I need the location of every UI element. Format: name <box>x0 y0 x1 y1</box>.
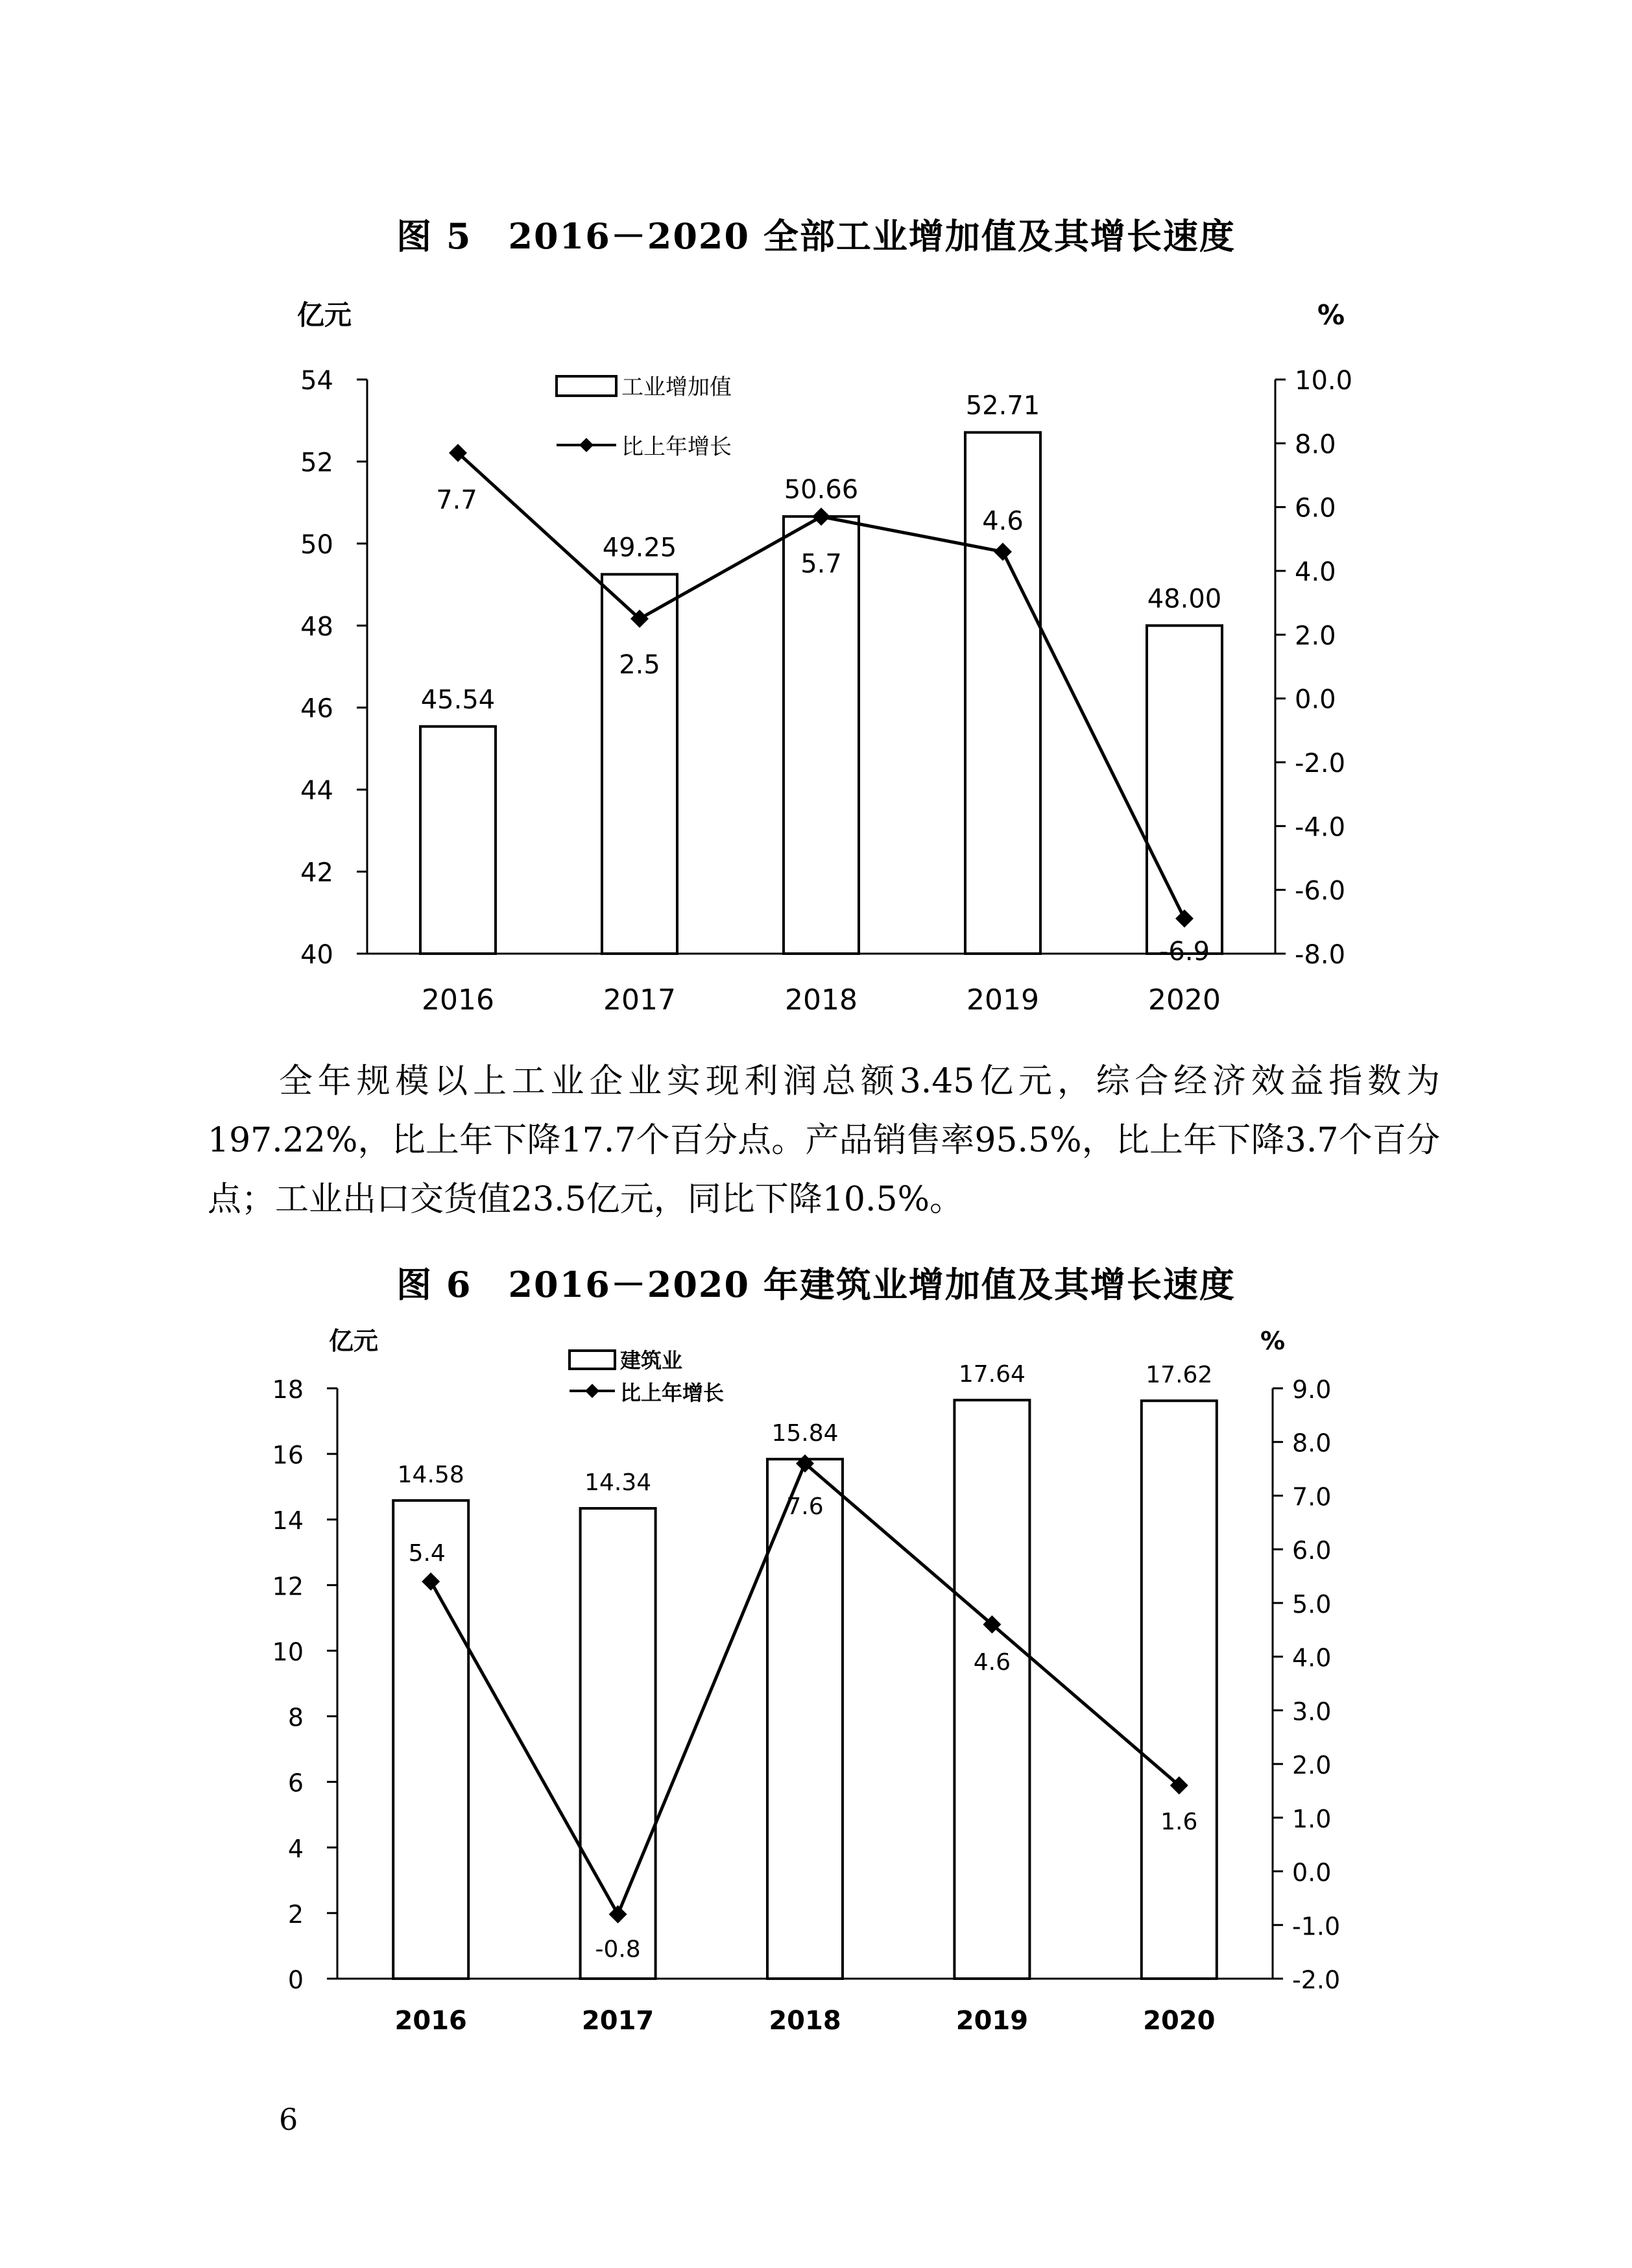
bar-2020 <box>1147 625 1222 954</box>
bar-2016 <box>393 1501 468 1979</box>
legend-bar-swatch <box>570 1351 615 1369</box>
right-tick-label: -2.0 <box>1292 1966 1341 1994</box>
left-tick-label: 2 <box>287 1900 304 1929</box>
figure-5-title: 图 5 2016－2020 全部工业增加值及其增长速度 <box>396 215 1236 257</box>
left-tick-label: 10 <box>272 1637 304 1667</box>
bar-value-label: 45.54 <box>420 684 496 715</box>
growth-value-label: -6.9 <box>1158 936 1210 967</box>
left-tick-label: 50 <box>300 529 333 560</box>
legend-bar-swatch <box>557 376 616 396</box>
right-tick-label: -8.0 <box>1295 940 1346 970</box>
category-label: 2016 <box>394 2006 467 2036</box>
category-label: 2020 <box>1148 983 1221 1017</box>
paragraph-text: 全年规模以上工业企业实现利润总额3.45亿元，综合经济效益指数为197.22%，比上年下降17.7个百分点。产品销售率95.5%，比上年下降3.7个百分点；工业出口交货值23.5亿元，同比下降10.5%。 <box>208 1062 1440 1219</box>
bar-2019 <box>954 1400 1029 1979</box>
right-tick-label: 4.0 <box>1295 557 1336 587</box>
legend-bar-label: 建筑业 <box>620 1348 683 1373</box>
bar-value-label: 49.25 <box>602 533 677 563</box>
category-label: 2019 <box>966 983 1039 1017</box>
left-tick-label: 54 <box>300 366 333 396</box>
body-paragraph <box>208 1052 1440 1229</box>
category-label: 2016 <box>422 983 494 1017</box>
left-tick-label: 52 <box>300 448 333 478</box>
growth-value-label: 4.6 <box>973 1649 1011 1676</box>
left-tick-label: 40 <box>300 940 333 970</box>
growth-value-label: 4.6 <box>982 506 1024 537</box>
figure-6-title: 图 6 2016－2020 年建筑业增加值及其增长速度 <box>396 1264 1236 1305</box>
right-tick-label: -6.0 <box>1295 876 1346 906</box>
bar-value-label: 50.66 <box>784 475 859 505</box>
left-axis-unit: 亿元 <box>296 299 352 331</box>
right-tick-label: 6.0 <box>1292 1536 1332 1565</box>
right-tick-label: 7.0 <box>1292 1482 1332 1512</box>
right-tick-label: 2.0 <box>1295 621 1336 651</box>
right-axis-unit: % <box>1260 1327 1286 1355</box>
right-tick-label: -2.0 <box>1295 749 1346 778</box>
growth-value-label: 2.5 <box>619 649 660 680</box>
left-tick-label: 4 <box>287 1834 304 1863</box>
category-label: 2017 <box>581 2006 654 2036</box>
right-tick-label: 5.0 <box>1292 1589 1332 1619</box>
right-tick-label: 1.0 <box>1292 1804 1332 1833</box>
page-number: 6 <box>279 2102 298 2137</box>
right-tick-label: -4.0 <box>1295 812 1346 843</box>
right-tick-label: 3.0 <box>1292 1697 1332 1726</box>
growth-value-label: 1.6 <box>1160 1809 1198 1836</box>
legend-bar-label: 工业增加值 <box>621 374 732 400</box>
legend-line-label: 比上年增长 <box>620 1381 725 1405</box>
right-tick-label: 6.0 <box>1295 493 1336 524</box>
right-tick-label: 4.0 <box>1292 1643 1332 1672</box>
bar-value-label: 14.34 <box>584 1469 652 1497</box>
right-tick-label: -1.0 <box>1292 1912 1341 1941</box>
legend-line-label: 比上年增长 <box>621 434 732 460</box>
right-tick-label: 9.0 <box>1292 1375 1332 1404</box>
growth-value-label: -0.8 <box>595 1936 641 1963</box>
left-tick-label: 8 <box>287 1703 304 1732</box>
right-tick-label: 0.0 <box>1292 1858 1332 1887</box>
left-axis-unit: 亿元 <box>328 1327 379 1355</box>
growth-value-label: 5.7 <box>800 549 842 579</box>
category-label: 2017 <box>603 983 676 1017</box>
legend-line-marker <box>579 438 594 452</box>
right-tick-label: 0.0 <box>1295 684 1336 715</box>
growth-value-label: 5.4 <box>408 1539 446 1567</box>
category-label: 2019 <box>955 2006 1029 2036</box>
figure-6-chart <box>0 1323 1632 2069</box>
right-tick-label: 10.0 <box>1295 366 1353 396</box>
legend-line-marker <box>585 1384 599 1398</box>
bar-value-label: 14.58 <box>397 1461 464 1488</box>
growth-value-label: 7.6 <box>786 1493 824 1520</box>
left-tick-label: 42 <box>300 858 333 888</box>
growth-value-label: 7.7 <box>436 485 477 516</box>
bar-value-label: 52.71 <box>965 391 1040 421</box>
figure-5-chart <box>0 272 1632 1038</box>
category-label: 2020 <box>1143 2006 1216 2036</box>
right-axis-unit: % <box>1317 299 1345 331</box>
left-tick-label: 48 <box>300 612 333 642</box>
left-tick-label: 46 <box>300 694 333 724</box>
bar-2016 <box>420 727 496 954</box>
left-tick-label: 6 <box>287 1768 304 1798</box>
left-tick-label: 18 <box>272 1375 304 1404</box>
right-tick-label: 2.0 <box>1292 1751 1332 1780</box>
bar-value-label: 48.00 <box>1147 584 1222 614</box>
bar-value-label: 17.62 <box>1146 1362 1213 1389</box>
bar-2018 <box>784 516 859 954</box>
bar-value-label: 15.84 <box>771 1420 839 1447</box>
bar-2018 <box>767 1459 843 1979</box>
left-tick-label: 44 <box>300 776 333 806</box>
category-label: 2018 <box>785 983 858 1017</box>
category-label: 2018 <box>769 2006 841 2036</box>
right-tick-label: 8.0 <box>1292 1429 1332 1458</box>
bar-value-label: 17.64 <box>958 1361 1026 1388</box>
left-tick-label: 16 <box>272 1441 304 1470</box>
right-tick-label: 8.0 <box>1295 429 1336 460</box>
left-tick-label: 0 <box>287 1966 304 1994</box>
left-tick-label: 12 <box>272 1572 304 1601</box>
left-tick-label: 14 <box>272 1506 304 1536</box>
bar-2017 <box>602 574 677 954</box>
bar-2020 <box>1142 1401 1217 1979</box>
